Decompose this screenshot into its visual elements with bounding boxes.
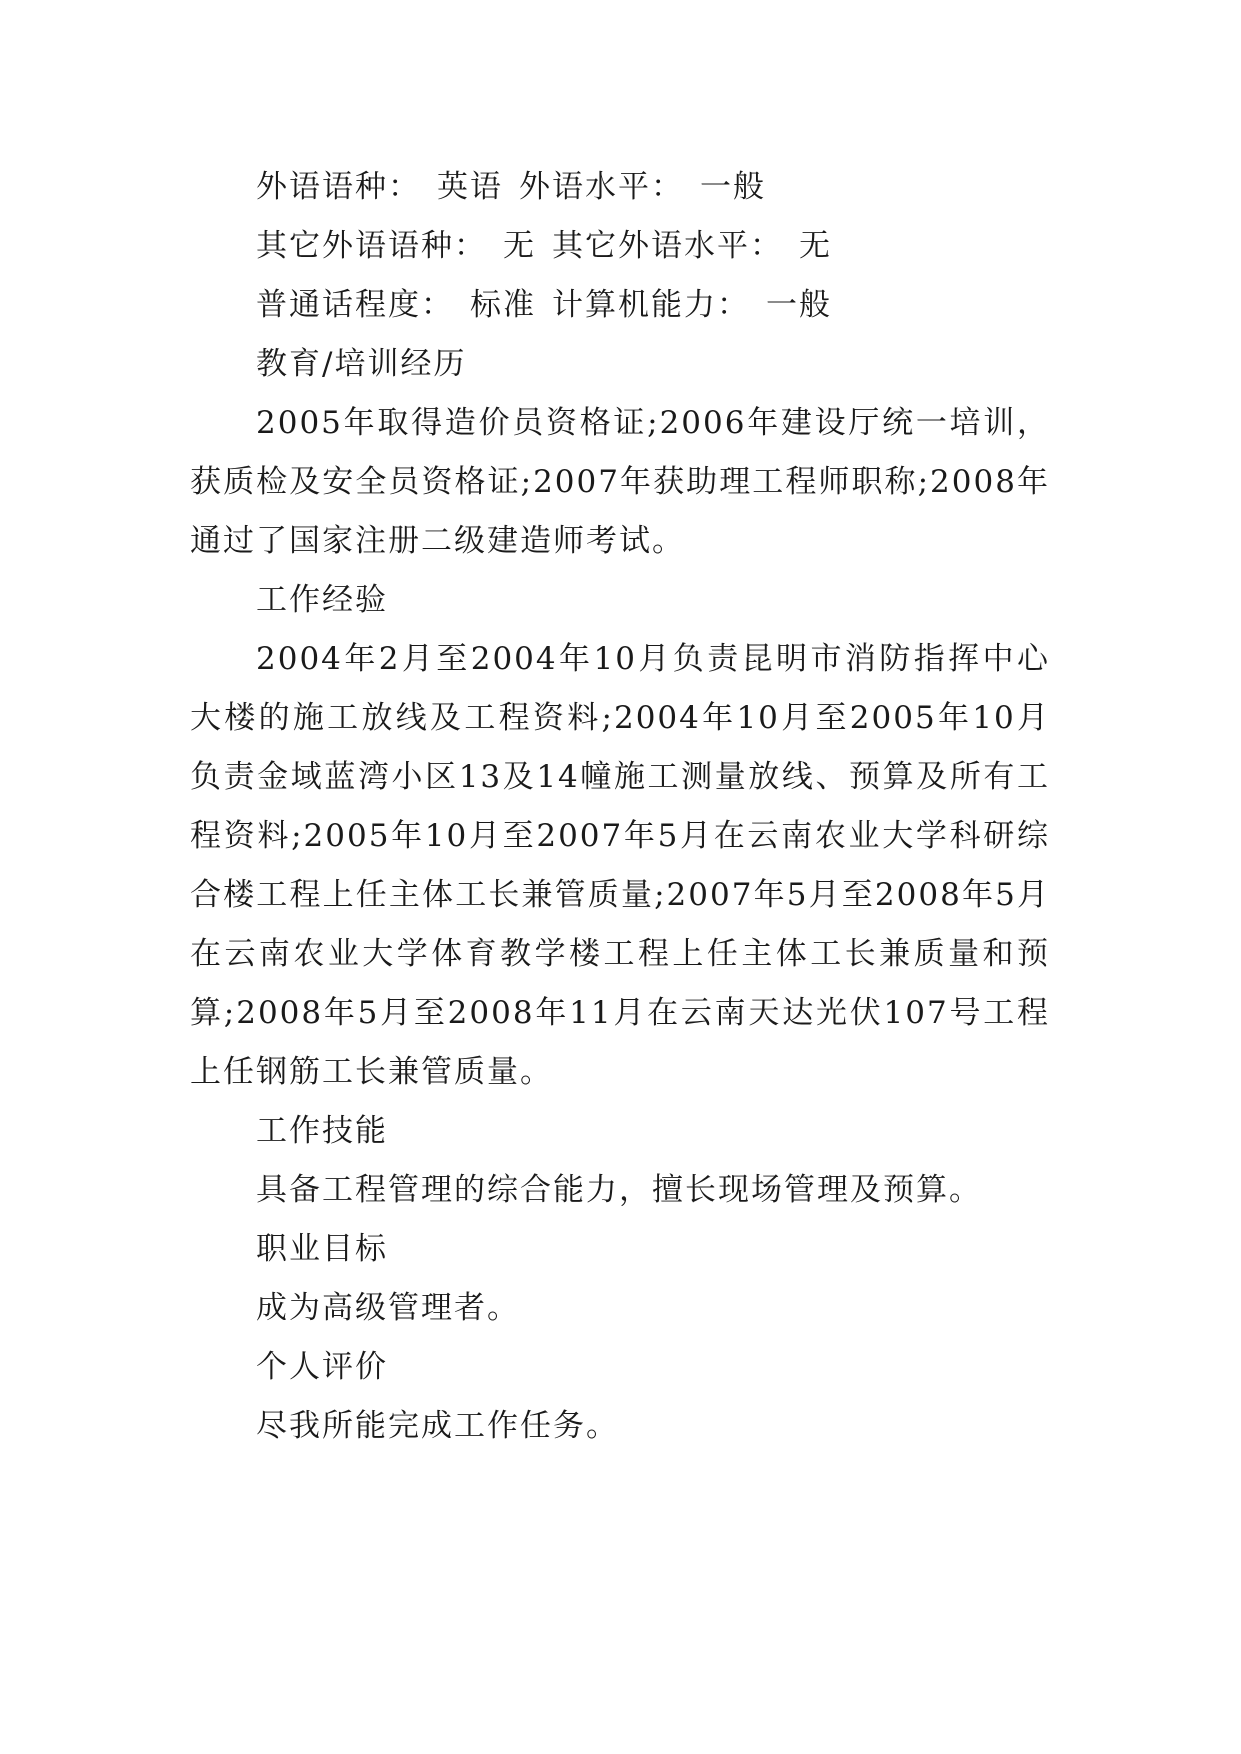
other-language-row <box>190 217 1050 276</box>
work-text: 2004年2月至2004年10月负责昆明市消防指挥中心大楼的施工放线及工程资料;2004年10月至2005年10月负责金域蓝湾小区13及14幢施工测量放线、预算及所有工程资料;2005年10月至2007年5月在云南农业大学科研综合楼工程上任主体工长兼管质量;2007年5月至2008年5月在云南农业大学体育教学楼工程上任主体工长兼质量和预算;2008年5月至2008年11月在云南天达光伏107号工程上任钢筋工长兼管质量。 <box>190 641 1050 1090</box>
resume-page <box>190 158 1050 1456</box>
mandarin-computer-row <box>190 276 1050 335</box>
other-language-value: 无 <box>503 228 536 264</box>
foreign-language-row <box>190 158 1050 217</box>
foreign-language-value: 英语 <box>437 169 503 205</box>
goal-heading: 职业目标 <box>256 1231 388 1267</box>
skills-text: 具备工程管理的综合能力，擅长现场管理及预算。 <box>256 1172 982 1208</box>
other-level-label: 其它外语水平： <box>552 228 783 264</box>
mandarin-label: 普通话程度： <box>256 287 454 323</box>
computer-value: 一般 <box>766 287 832 323</box>
education-text: 2005年取得造价员资格证;2006年建设厅统一培训，获质检及安全员资格证;2007年获助理工程师职称;2008年通过了国家注册二级建造师考试。 <box>190 405 1050 559</box>
foreign-language-label: 外语语种： <box>256 169 421 205</box>
mandarin-value: 标准 <box>470 287 536 323</box>
foreign-level-label: 外语水平： <box>519 169 684 205</box>
skills-heading: 工作技能 <box>256 1113 388 1149</box>
foreign-level-value: 一般 <box>700 169 766 205</box>
other-language-label: 其它外语语种： <box>256 228 487 264</box>
evaluation-heading: 个人评价 <box>256 1349 388 1385</box>
computer-label: 计算机能力： <box>552 287 750 323</box>
goal-text: 成为高级管理者。 <box>256 1290 520 1326</box>
evaluation-text: 尽我所能完成工作任务。 <box>256 1408 619 1444</box>
other-level-value: 无 <box>799 228 832 264</box>
work-heading: 工作经验 <box>256 582 388 618</box>
education-heading: 教育/培训经历 <box>256 346 467 382</box>
